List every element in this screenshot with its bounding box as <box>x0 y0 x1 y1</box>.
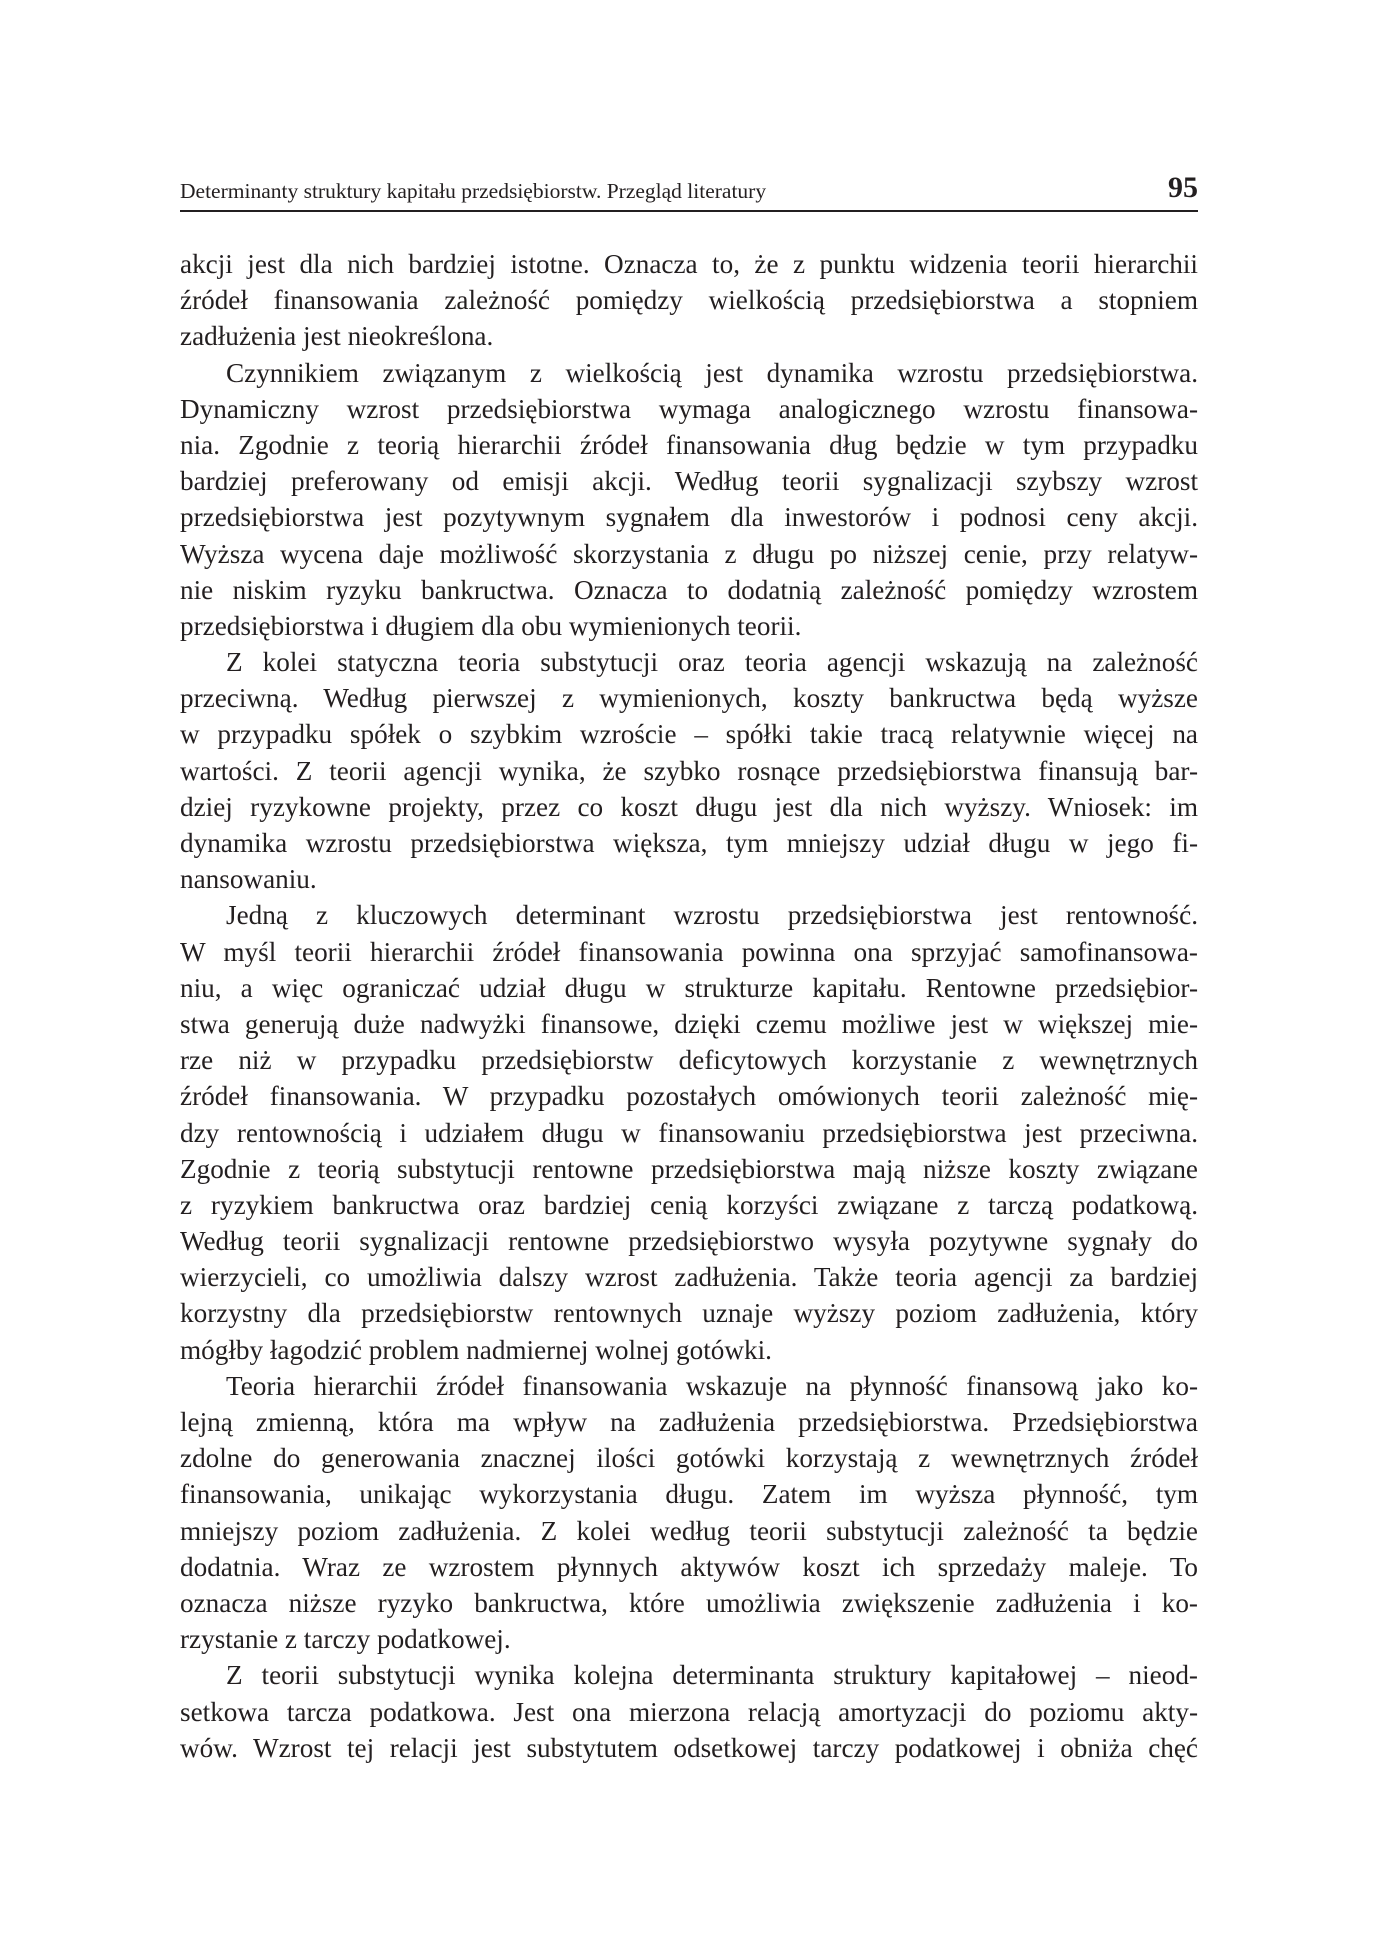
paragraph <box>180 1368 1198 1658</box>
text-line: niu, a więc ograniczać udział długu w strukturze kapitału. Rentowne przedsiębior- <box>180 972 1198 1003</box>
text-line: mógłby łagodzić problem nadmiernej wolnej gotówki. <box>180 1334 772 1365</box>
text-line: stwa generują duże nadwyżki finansowe, dzięki czemu możliwe jest w większej mie- <box>180 1008 1198 1039</box>
text-line: Według teorii sygnalizacji rentowne przedsiębiorstwo wysyła pozytywne sygnały do <box>180 1226 1198 1257</box>
text-line: rze niż w przypadku przedsiębiorstw deficytowych korzystanie z wewnętrznych <box>180 1045 1198 1076</box>
text-line: Wyższa wycena daje możliwość skorzystania z długu po niższej cenie, przy relatyw- <box>180 538 1198 569</box>
text-line: akcji jest dla nich bardziej istotne. Oznacza to, że z punktu widzenia teorii hierarchii <box>180 249 1198 279</box>
text-line: setkowa tarcza podatkowa. Jest ona mierzona relacją amortyzacji do poziomu akty- <box>180 1696 1198 1727</box>
text-line: rzystanie z tarczy podatkowej. <box>180 1624 511 1655</box>
text-line: Z kolei statyczna teoria substytucji oraz teoria agencji wskazują na zależność <box>226 647 1198 678</box>
text-line: zadłużenia jest nieokreślona. <box>180 321 494 352</box>
text-line: oznacza niższe ryzyko bankructwa, które umożliwia zwiększenie zadłużenia i ko- <box>180 1587 1198 1618</box>
text-line: źródeł finansowania. W przypadku pozostałych omówionych teorii zależność mię- <box>180 1081 1198 1112</box>
text-line: przedsiębiorstwa jest pozytywnym sygnałem dla inwestorów i podnosi ceny akcji. <box>180 502 1198 533</box>
running-title: Determinanty struktury kapitału przedsiębiorstw. Przegląd literatury <box>180 179 767 203</box>
text-line: dzy rentownością i udziałem długu w finansowaniu przedsiębiorstwa jest przeciwna. <box>180 1117 1198 1148</box>
text-line: wartości. Z teorii agencji wynika, że szybko rosnące przedsiębiorstwa finansują bar- <box>180 755 1198 786</box>
text-line: dziej ryzykowne projekty, przez co koszt długu jest dla nich wyższy. Wniosek: im <box>180 791 1198 822</box>
text-line: Zgodnie z teorią substytucji rentowne przedsiębiorstwa mają niższe koszty związane <box>180 1153 1198 1184</box>
text-line: nansowaniu. <box>180 864 317 895</box>
text-line: dodatnia. Wraz ze wzrostem płynnych aktywów koszt ich sprzedaży maleje. To <box>180 1551 1198 1582</box>
text-line: Dynamiczny wzrost przedsiębiorstwa wymaga analogicznego wzrostu finansowa- <box>180 393 1198 424</box>
text-line: w przypadku spółek o szybkim wzroście – spółki takie tracą relatywnie więcej na <box>180 719 1198 750</box>
text-line: W myśl teorii hierarchii źródeł finansowania powinna ona sprzyjać samofinansowa- <box>180 936 1198 967</box>
paragraph <box>180 1657 1198 1766</box>
text-line: dynamika wzrostu przedsiębiorstwa większa, tym mniejszy udział długu w jego fi- <box>180 828 1198 858</box>
text-line: Z teorii substytucji wynika kolejna determinanta struktury kapitałowej – nieod- <box>226 1660 1198 1691</box>
text-line: nia. Zgodnie z teorią hierarchii źródeł finansowania dług będzie w tym przypadku <box>180 429 1198 460</box>
text-line: wierzycieli, co umożliwia dalszy wzrost zadłużenia. Także teoria agencji za bardziej <box>180 1262 1198 1293</box>
text-line: Jedną z kluczowych determinant wzrostu przedsiębiorstwa jest rentowność. <box>226 900 1198 931</box>
text-line: źródeł finansowania zależność pomiędzy wielkością przedsiębiorstwa a stopniem <box>180 285 1198 316</box>
text-line: lejną zmienną, która ma wpływ na zadłużenia przedsiębiorstwa. Przedsiębiorstwa <box>180 1407 1198 1437</box>
text-line: mniejszy poziom zadłużenia. Z kolei według teorii substytucji zależność ta będzie <box>180 1515 1198 1546</box>
paragraph <box>180 355 1198 645</box>
body-text <box>180 246 1198 1766</box>
text-line: finansowania, unikając wykorzystania długu. Zatem im wyższa płynność, tym <box>180 1479 1198 1510</box>
text-line: przeciwną. Według pierwszej z wymienionych, koszty bankructwa będą wyższe <box>180 683 1198 714</box>
paragraph <box>180 246 1198 355</box>
text-line: wów. Wzrost tej relacji jest substytutem odsetkowej tarczy podatkowej i obniża chęć <box>180 1732 1198 1763</box>
paragraph <box>180 897 1198 1367</box>
text-line: przedsiębiorstwa i długiem dla obu wymienionych teorii. <box>180 610 802 641</box>
text-line: Teoria hierarchii źródeł finansowania wskazuje na płynność finansową jako ko- <box>226 1370 1198 1401</box>
running-header <box>180 168 1198 212</box>
text-line: nie niskim ryzyku bankructwa. Oznacza to dodatnią zależność pomiędzy wzrostem <box>180 574 1198 605</box>
text-line: Czynnikiem związanym z wielkością jest dynamika wzrostu przedsiębiorstwa. <box>226 357 1198 388</box>
text-line: bardziej preferowany od emisji akcji. Według teorii sygnalizacji szybszy wzrost <box>180 466 1198 497</box>
text-line: z ryzykiem bankructwa oraz bardziej cenią korzyści związane z tarczą podatkową. <box>180 1189 1198 1220</box>
text-line: zdolne do generowania znacznej ilości gotówki korzystają z wewnętrznych źródeł <box>180 1443 1198 1474</box>
paragraph <box>180 644 1198 897</box>
text-line: korzystny dla przedsiębiorstw rentownych uznaje wyższy poziom zadłużenia, który <box>180 1298 1198 1329</box>
page-number: 95 <box>1168 171 1198 204</box>
